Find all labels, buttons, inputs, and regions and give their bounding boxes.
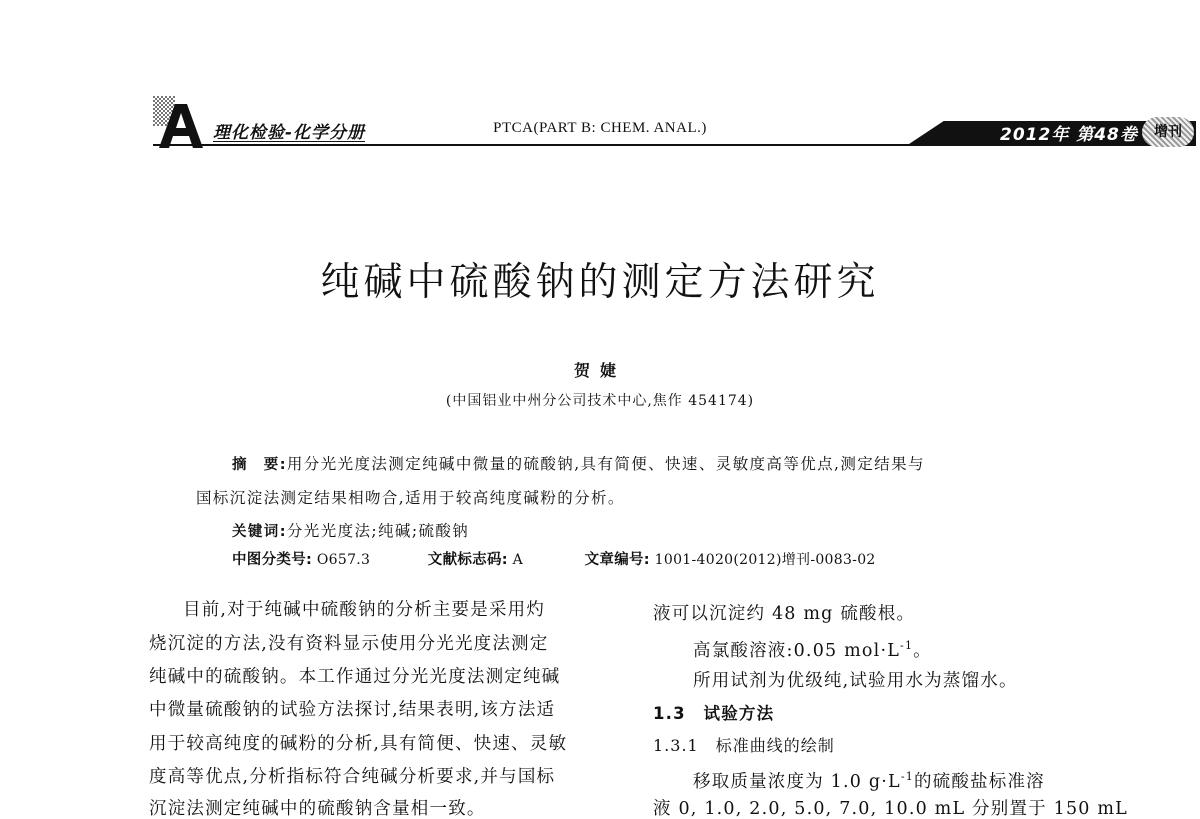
body-paragraph-line: 沉淀法测定纯碱中的硫酸钠含量相一致。	[149, 799, 486, 819]
abstract-text-continued: 国标沉淀法测定结果相吻合,适用于较高纯度碱粉的分析。	[196, 489, 625, 507]
reagent-end: 。	[913, 640, 932, 661]
procedure-text: 移取质量浓度为 1.0 g·L	[693, 771, 901, 792]
classification-line	[232, 548, 876, 569]
body-paragraph-line: 用于较高纯度的碱粉的分析,具有简便、快速、灵敏	[149, 734, 568, 754]
article-title: 纯碱中硫酸钠的测定方法研究	[320, 260, 880, 305]
body-paragraph-line: 液可以沉淀约 48 mg 硫酸根。	[653, 604, 916, 624]
keywords-text: 分光光度法;纯碱;硫酸钠	[286, 522, 470, 540]
abstract-line	[232, 452, 925, 474]
procedure-text-end: 的硫酸盐标准溶	[913, 771, 1045, 792]
journal-name: 理化检验-化学分册	[213, 123, 366, 143]
supplement-badge: 增刊	[1142, 117, 1194, 147]
procedure-line	[693, 767, 1045, 792]
clc-label: 中图分类号:	[232, 552, 313, 568]
body-paragraph-line: 烧沉淀的方法,没有资料显示使用分光光度法测定	[149, 634, 549, 654]
author-name: 贺婕	[573, 361, 626, 380]
body-paragraph-line: 中微量硫酸钠的试验方法探讨,结果表明,该方法适	[149, 700, 556, 720]
body-paragraph-line: 所用试剂为优级纯,试验用水为蒸馏水。	[693, 671, 1018, 691]
body-paragraph-line: 纯碱中的硫酸钠。本工作通过分光光度法测定纯碱	[149, 667, 561, 687]
unit-exponent: -1	[900, 770, 914, 783]
doc-code-label: 文献标志码:	[427, 552, 508, 568]
reagent-text: 高氯酸溶液:0.05 mol·L	[693, 640, 901, 661]
keywords	[232, 519, 469, 541]
unit-exponent: -1	[900, 639, 914, 652]
body-paragraph-line: 液 0, 1.0, 2.0, 5.0, 7.0, 10.0 mL 分别置于 150 mL	[653, 799, 1128, 819]
abstract-text: 用分光光度法测定纯碱中微量的硫酸钠,具有简便、快速、灵敏度高等优点,测定结果与	[286, 455, 925, 473]
author-affiliation: (中国铝业中州分公司技术中心,焦作 454174)	[445, 393, 755, 409]
abstract-label: 摘 要:	[232, 457, 287, 473]
keywords-label: 关键词:	[232, 524, 287, 540]
clc-value: O657.3	[316, 552, 371, 568]
year-volume: 2012年 第48卷	[1000, 125, 1138, 145]
journal-series: PTCA(PART B: CHEM. ANAL.)	[493, 120, 707, 136]
doc-code-value: A	[512, 552, 524, 568]
reagent-line	[693, 636, 932, 661]
subsection-heading: 1.3.1 标准曲线的绘制	[653, 736, 835, 755]
body-paragraph-line: 度高等优点,分析指标符合纯碱分析要求,并与国标	[149, 767, 556, 787]
article-number-value: 1001-4020(2012)增刊-0083-02	[654, 552, 876, 568]
body-paragraph-line: 目前,对于纯碱中硫酸钠的分析主要是采用灼	[183, 600, 546, 620]
section-heading: 1.3 试验方法	[653, 704, 775, 723]
article-number-label: 文章编号:	[584, 552, 650, 568]
